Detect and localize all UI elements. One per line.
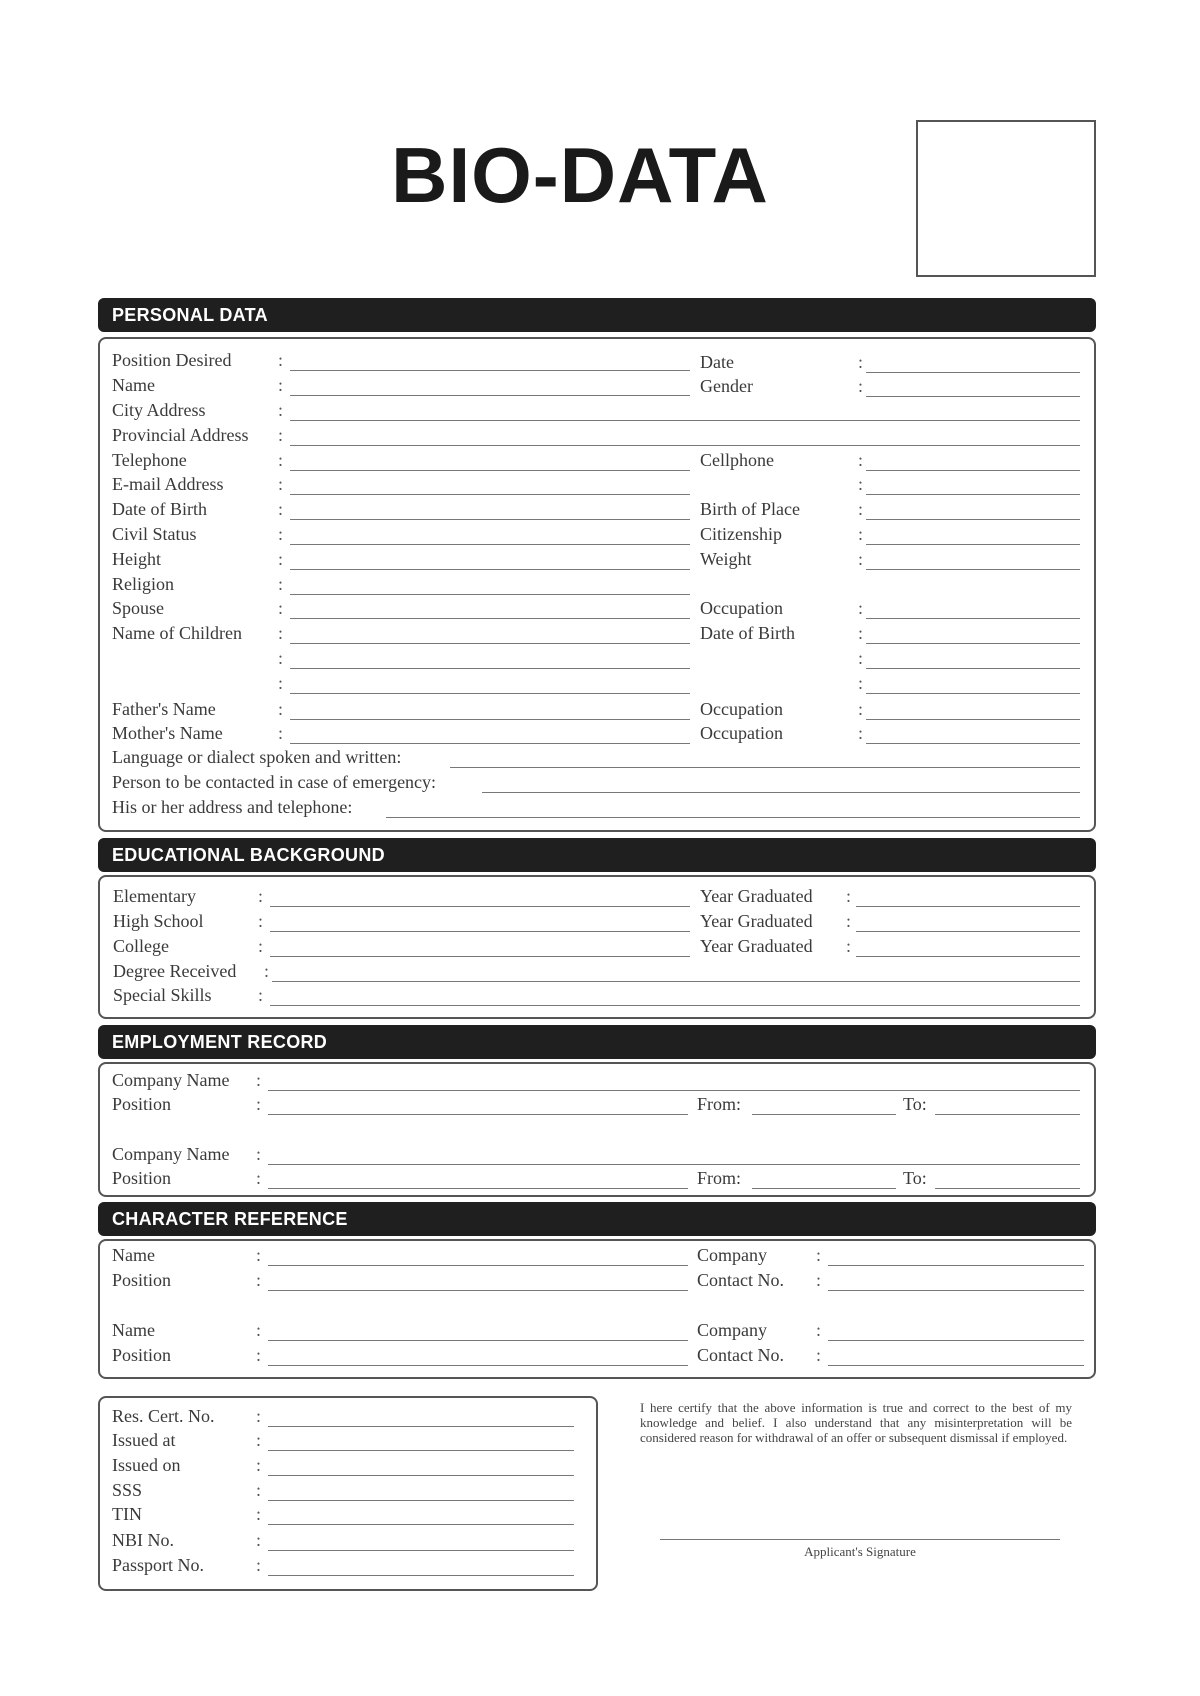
reference-1-contact-no-colon: : xyxy=(816,1270,822,1290)
employment-1-company-name-row xyxy=(0,1070,1200,1094)
birth-place-row xyxy=(0,499,1200,523)
cellphone-label: Cellphone xyxy=(700,450,774,470)
elementary-colon: : xyxy=(258,886,264,906)
section-header-personal-data: PERSONAL DATA xyxy=(98,298,1096,332)
college-year-graduated-colon: : xyxy=(846,936,852,956)
special-skills-row xyxy=(0,985,1200,1009)
sss-field[interactable] xyxy=(268,1500,574,1501)
name-of-children-label: Name of Children xyxy=(112,623,242,643)
mothers-name-colon: : xyxy=(278,723,284,743)
high-school-year-graduated-label: Year Graduated xyxy=(700,911,813,931)
citizenship-row xyxy=(0,524,1200,548)
father-occupation-label: Occupation xyxy=(700,699,783,719)
res-cert-no-row xyxy=(0,1406,1200,1430)
name-colon: : xyxy=(278,375,284,395)
passport-no-colon: : xyxy=(256,1555,262,1575)
employment-2-company-name-field[interactable] xyxy=(268,1164,1080,1165)
tin-field[interactable] xyxy=(268,1524,574,1525)
special-skills-field[interactable] xyxy=(270,1005,1080,1006)
reference-2-company-field[interactable] xyxy=(828,1340,1084,1341)
mother-occupation-label: Occupation xyxy=(700,723,783,743)
birth-place-label: Birth of Place xyxy=(700,499,800,519)
tin-label: TIN xyxy=(112,1504,142,1524)
college-year-graduated-field[interactable] xyxy=(856,956,1080,957)
height-colon: : xyxy=(278,549,284,569)
elementary-year-graduated-row xyxy=(0,886,1200,910)
reference-1-contact-no-label: Contact No. xyxy=(697,1270,784,1290)
employment-1-company-name-colon: : xyxy=(256,1070,262,1090)
employment-2-company-name-row xyxy=(0,1144,1200,1168)
spouse-label: Spouse xyxy=(112,598,165,618)
elementary-year-graduated-field[interactable] xyxy=(856,906,1080,907)
email-address-colon: : xyxy=(278,474,284,494)
cellphone-2-field[interactable] xyxy=(866,494,1080,495)
special-skills-label: Special Skills xyxy=(113,985,212,1005)
cellphone-2-colon: : xyxy=(858,474,864,494)
gender-field[interactable] xyxy=(866,396,1080,397)
language-label: Language or dialect spoken and written: xyxy=(112,747,402,767)
reference-1-position-label: Position xyxy=(112,1270,172,1290)
res-cert-no-field[interactable] xyxy=(268,1426,574,1427)
tin-row xyxy=(0,1504,1200,1528)
religion-field[interactable] xyxy=(290,594,690,595)
date-label: Date xyxy=(700,352,734,372)
high-school-year-graduated-row xyxy=(0,911,1200,935)
height-label: Height xyxy=(112,549,161,569)
issued-at-label: Issued at xyxy=(112,1430,176,1450)
emergency-contact-label: Person to be contacted in case of emergency: xyxy=(112,772,437,792)
spouse-occupation-field[interactable] xyxy=(866,618,1080,619)
telephone-colon: : xyxy=(278,450,284,470)
gender-colon: : xyxy=(858,376,864,396)
child-dob-2-row xyxy=(0,648,1200,672)
passport-no-row xyxy=(0,1555,1200,1579)
emergency-address-row xyxy=(0,797,1200,821)
reference-1-company-label: Company xyxy=(697,1245,767,1265)
employment-2-to-field[interactable] xyxy=(935,1188,1080,1189)
weight-label: Weight xyxy=(700,549,752,569)
name-label: Name xyxy=(112,375,155,395)
college-year-graduated-row xyxy=(0,936,1200,960)
employment-1-position-colon: : xyxy=(256,1094,262,1114)
citizenship-field[interactable] xyxy=(866,544,1080,545)
reference-1-company-colon: : xyxy=(816,1245,822,1265)
gender-row xyxy=(0,376,1200,400)
employment-1-from-label: From: xyxy=(697,1094,742,1114)
elementary-year-graduated-colon: : xyxy=(846,886,852,906)
sss-label: SSS xyxy=(112,1480,143,1500)
child-date-of-birth-field[interactable] xyxy=(866,643,1080,644)
child-date-of-birth-label: Date of Birth xyxy=(700,623,795,643)
degree-received-label: Degree Received xyxy=(113,961,237,981)
date-of-birth-label: Date of Birth xyxy=(112,499,207,519)
res-cert-no-label: Res. Cert. No. xyxy=(112,1406,215,1426)
child-dob-2-colon: : xyxy=(858,648,864,668)
photo-box[interactable] xyxy=(916,120,1096,277)
position-desired-label: Position Desired xyxy=(112,350,232,370)
birth-place-field[interactable] xyxy=(866,519,1080,520)
emergency-address-field[interactable] xyxy=(386,817,1080,818)
weight-field[interactable] xyxy=(866,569,1080,570)
passport-no-field[interactable] xyxy=(268,1575,574,1576)
date-field[interactable] xyxy=(866,372,1080,373)
section-header-educational-background: EDUCATIONAL BACKGROUND xyxy=(98,838,1096,872)
language-row xyxy=(0,747,1200,771)
issued-on-colon: : xyxy=(256,1455,262,1475)
sss-colon: : xyxy=(256,1480,262,1500)
employment-2-position-colon: : xyxy=(256,1168,262,1188)
citizenship-colon: : xyxy=(858,524,864,544)
employment-1-to-label: To: xyxy=(903,1094,927,1114)
special-skills-colon: : xyxy=(258,985,264,1005)
provincial-address-field[interactable] xyxy=(290,445,1080,446)
emergency-contact-field[interactable] xyxy=(482,792,1080,793)
spouse-occupation-colon: : xyxy=(858,598,864,618)
child-2-colon: : xyxy=(278,648,284,668)
issued-on-field[interactable] xyxy=(268,1475,574,1476)
employment-2-from-label: From: xyxy=(697,1168,742,1188)
provincial-address-colon: : xyxy=(278,425,284,445)
issued-at-colon: : xyxy=(256,1430,262,1450)
child-dob-3-row xyxy=(0,673,1200,697)
reference-1-company-field[interactable] xyxy=(828,1265,1084,1266)
date-colon: : xyxy=(858,352,864,372)
employment-2-to-row xyxy=(0,1168,1200,1192)
college-year-graduated-label: Year Graduated xyxy=(700,936,813,956)
telephone-label: Telephone xyxy=(112,450,187,470)
cellphone-row xyxy=(0,450,1200,474)
issued-at-row xyxy=(0,1430,1200,1454)
reference-2-contact-no-label: Contact No. xyxy=(697,1345,784,1365)
child-dob-3-field[interactable] xyxy=(866,693,1080,694)
reference-1-position-colon: : xyxy=(256,1270,262,1290)
reference-2-company-colon: : xyxy=(816,1320,822,1340)
elementary-year-graduated-label: Year Graduated xyxy=(700,886,813,906)
child-3-colon: : xyxy=(278,673,284,693)
reference-2-contact-no-field[interactable] xyxy=(828,1365,1084,1366)
reference-1-name-colon: : xyxy=(256,1245,262,1265)
weight-row xyxy=(0,549,1200,573)
reference-2-position-label: Position xyxy=(112,1345,172,1365)
reference-1-contact-no-field[interactable] xyxy=(828,1290,1084,1291)
degree-received-field[interactable] xyxy=(272,981,1080,982)
cellphone-colon: : xyxy=(858,450,864,470)
provincial-address-row xyxy=(0,425,1200,449)
mothers-name-label: Mother's Name xyxy=(112,723,223,743)
civil-status-colon: : xyxy=(278,524,284,544)
city-address-label: City Address xyxy=(112,400,206,420)
reference-1-name-label: Name xyxy=(112,1245,155,1265)
emergency-address-label: His or her address and telephone: xyxy=(112,797,353,817)
gender-label: Gender xyxy=(700,376,753,396)
employment-1-company-name-label: Company Name xyxy=(112,1070,230,1090)
nbi-no-field[interactable] xyxy=(268,1550,574,1551)
city-address-row xyxy=(0,400,1200,424)
provincial-address-label: Provincial Address xyxy=(112,425,249,445)
employment-1-company-name-field[interactable] xyxy=(268,1090,1080,1091)
spouse-colon: : xyxy=(278,598,284,618)
employment-2-position-label: Position xyxy=(112,1168,172,1188)
sss-row xyxy=(0,1480,1200,1504)
fathers-name-colon: : xyxy=(278,699,284,719)
reference-1-contact-no-row xyxy=(0,1270,1200,1294)
position-desired-colon: : xyxy=(278,350,284,370)
employment-2-company-name-colon: : xyxy=(256,1144,262,1164)
mother-occupation-field[interactable] xyxy=(866,743,1080,744)
birth-place-colon: : xyxy=(858,499,864,519)
fathers-name-label: Father's Name xyxy=(112,699,216,719)
employment-2-to-label: To: xyxy=(903,1168,927,1188)
civil-status-label: Civil Status xyxy=(112,524,197,544)
cellphone-field[interactable] xyxy=(866,470,1080,471)
spouse-occupation-row xyxy=(0,598,1200,622)
degree-received-colon: : xyxy=(264,961,270,981)
signature-label: Applicant's Signature xyxy=(804,1544,916,1559)
reference-2-name-colon: : xyxy=(256,1320,262,1340)
reference-2-name-label: Name xyxy=(112,1320,155,1340)
father-occupation-colon: : xyxy=(858,699,864,719)
college-colon: : xyxy=(258,936,264,956)
issued-on-row xyxy=(0,1455,1200,1479)
employment-1-to-field[interactable] xyxy=(935,1114,1080,1115)
nbi-no-colon: : xyxy=(256,1530,262,1550)
child-date-of-birth-colon: : xyxy=(858,623,864,643)
mother-occupation-row xyxy=(0,723,1200,747)
high-school-colon: : xyxy=(258,911,264,931)
reference-2-company-label: Company xyxy=(697,1320,767,1340)
date-of-birth-colon: : xyxy=(278,499,284,519)
religion-label: Religion xyxy=(112,574,174,594)
weight-colon: : xyxy=(858,549,864,569)
religion-colon: : xyxy=(278,574,284,594)
father-occupation-row xyxy=(0,699,1200,723)
high-school-year-graduated-field[interactable] xyxy=(856,931,1080,932)
employment-1-position-label: Position xyxy=(112,1094,172,1114)
religion-row xyxy=(0,574,1200,598)
reference-2-contact-no-row xyxy=(0,1345,1200,1369)
tin-colon: : xyxy=(256,1504,262,1524)
high-school-year-graduated-colon: : xyxy=(846,911,852,931)
cellphone-2-row xyxy=(0,474,1200,498)
child-date-of-birth-row xyxy=(0,623,1200,647)
child-dob-3-colon: : xyxy=(858,673,864,693)
reference-2-position-colon: : xyxy=(256,1345,262,1365)
reference-1-company-row xyxy=(0,1245,1200,1269)
college-label: College xyxy=(113,936,169,956)
passport-no-label: Passport No. xyxy=(112,1555,205,1575)
city-address-field[interactable] xyxy=(290,420,1080,421)
reference-2-company-row xyxy=(0,1320,1200,1344)
page-title: BIO-DATA xyxy=(391,131,769,219)
name-of-children-colon: : xyxy=(278,623,284,643)
elementary-label: Elementary xyxy=(113,886,196,906)
email-address-label: E-mail Address xyxy=(112,474,224,494)
res-cert-no-colon: : xyxy=(256,1406,262,1426)
degree-received-row xyxy=(0,961,1200,985)
child-dob-2-field[interactable] xyxy=(866,668,1080,669)
language-field[interactable] xyxy=(450,767,1080,768)
section-header-character-reference: CHARACTER REFERENCE xyxy=(98,1202,1096,1236)
employment-2-company-name-label: Company Name xyxy=(112,1144,230,1164)
issued-on-label: Issued on xyxy=(112,1455,181,1475)
certification-text: I here certify that the above information is true and correct to the best of my knowledge and belief. I also understand that any misinterpretation will be considered reason for withdrawal of an offer or subsequent dismissal if employed. xyxy=(640,1400,1072,1445)
employment-1-to-row xyxy=(0,1094,1200,1118)
date-row xyxy=(0,352,1200,376)
citizenship-label: Citizenship xyxy=(700,524,782,544)
city-address-colon: : xyxy=(278,400,284,420)
reference-2-contact-no-colon: : xyxy=(816,1345,822,1365)
section-header-employment-record: EMPLOYMENT RECORD xyxy=(98,1025,1096,1059)
issued-at-field[interactable] xyxy=(268,1450,574,1451)
father-occupation-field[interactable] xyxy=(866,719,1080,720)
high-school-label: High School xyxy=(113,911,204,931)
spouse-occupation-label: Occupation xyxy=(700,598,783,618)
nbi-no-row xyxy=(0,1530,1200,1554)
emergency-contact-row xyxy=(0,772,1200,796)
nbi-no-label: NBI No. xyxy=(112,1530,174,1550)
mother-occupation-colon: : xyxy=(858,723,864,743)
